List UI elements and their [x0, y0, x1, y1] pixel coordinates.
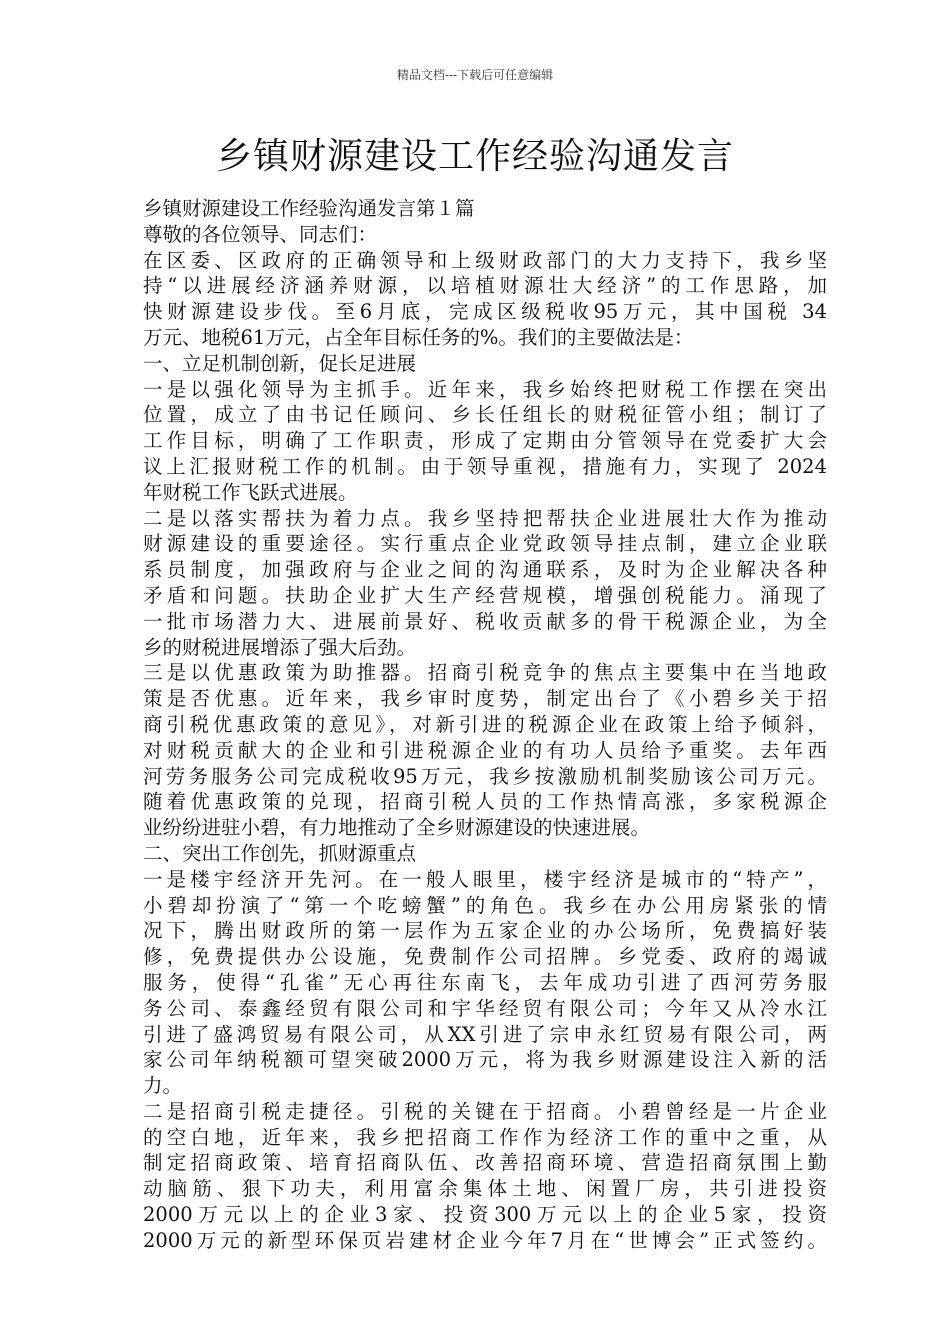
- text-line: 业纷纷进驻小碧，有力地推动了全乡财源建设的快速进展。: [143, 816, 651, 840]
- text-line: 三是以优惠政策为助推器。招商引税竞争的焦点主要集中在当地政: [143, 661, 827, 685]
- text-line: 一是以强化领导为主抓手。近年来，我乡始终把财税工作摆在突出: [143, 377, 827, 401]
- text-line: 商引税优惠政策的意见》，对新引进的税源企业在政策上给予倾斜，: [143, 712, 827, 736]
- text-line: 2000万元的新型环保页岩建材企业今年7月在“世博会”正式签约。: [143, 1228, 827, 1252]
- text-line: 一、立足机制创新，促长足进展: [143, 351, 417, 375]
- text-line: 家公司年纳税额可望突破2000万元，将为我乡财源建设注入新的活: [143, 1048, 827, 1072]
- document-body: [143, 196, 827, 1254]
- text-line: 况下，腾出财政所的第一层作为五家企业的办公场所，免费搞好装: [143, 919, 827, 943]
- text-line: 工作目标，明确了工作职责，形成了定期由分管领导在党委扩大会: [143, 429, 827, 453]
- text-line: 引进了盛鸿贸易有限公司，从XX引进了宗申永红贸易有限公司，两: [143, 1022, 827, 1046]
- text-line: 快财源建设步伐。至6月底，完成区级税收95万元，其中国税 34: [143, 300, 827, 324]
- text-line: 万元、地税61万元，占全年目标任务的%。我们的主要做法是：: [143, 325, 694, 349]
- text-line: 制定招商政策、培育招商队伍、改善招商环境、营造招商氛围上勤: [143, 1151, 827, 1175]
- text-line: 河劳务服务公司完成税收95万元，我乡按激励机制奖励该公司万元。: [143, 764, 827, 788]
- document-title: 乡镇财源建设工作经验沟通发言: [215, 136, 734, 177]
- text-line: 尊敬的各位领导、同志们：: [143, 222, 378, 246]
- text-line: 矛盾和问题。扶助企业扩大生产经营规模，增强创税能力。涌现了: [143, 583, 827, 607]
- text-line: 对财税贡献大的企业和引进税源企业的有功人员给予重奖。去年西: [143, 738, 827, 762]
- text-line: 的空白地，近年来，我乡把招商工作作为经济工作的重中之重，从: [143, 1125, 827, 1149]
- text-line: 一批市场潜力大、进展前景好、税收贡献多的骨干税源企业，为全: [143, 609, 827, 633]
- text-line: 年财税工作飞跃式进展。: [143, 480, 358, 504]
- text-line: 二是以落实帮扶为着力点。我乡坚持把帮扶企业进展壮大作为推动: [143, 506, 827, 530]
- text-line: 服务，使得“孔雀”无心再往东南飞，去年成功引进了西河劳务服: [143, 970, 827, 994]
- text-line: 在区委、区政府的正确领导和上级财政部门的大力支持下，我乡坚: [143, 248, 827, 272]
- header-note: 精品文档---下载后可任意编辑: [396, 68, 554, 82]
- text-line: 一是楼宇经济开先河。在一般人眼里，楼宇经济是城市的“特产”，: [143, 867, 827, 891]
- text-line: 修，免费提供办公设施，免费制作公司招牌。乡党委、政府的竭诚: [143, 945, 827, 969]
- text-line: 持“以进展经济涵养财源，以培植财源壮大经济”的工作思路，加: [143, 274, 827, 298]
- text-line: 系员制度，加强政府与企业之间的沟通联系，及时为企业解决各种: [143, 558, 827, 582]
- text-line: 二是招商引税走捷径。引税的关键在于招商。小碧曾经是一片企业: [143, 1099, 827, 1123]
- text-line: 力。: [143, 1074, 183, 1098]
- text-line: 财源建设的重要途径。实行重点企业党政领导挂点制，建立企业联: [143, 532, 827, 556]
- text-line: 小碧却扮演了“第一个吃螃蟹”的角色。我乡在办公用房紧张的情: [143, 893, 827, 917]
- text-line: 2000万元以上的企业3家、投资300万元以上的企业5家，投资: [143, 1203, 827, 1227]
- text-line: 随着优惠政策的兑现，招商引税人员的工作热情高涨，多家税源企: [143, 790, 827, 814]
- text-line: 二、突出工作创先，抓财源重点: [143, 841, 417, 865]
- text-line: 位置，成立了由书记任顾问、乡长任组长的财税征管小组；制订了: [143, 403, 827, 427]
- text-line: 策是否优惠。近年来，我乡审时度势，制定出台了《小碧乡关于招: [143, 687, 827, 711]
- text-line: 乡镇财源建设工作经验沟通发言第１篇: [143, 197, 475, 220]
- text-line: 乡的财税进展增添了强大后劲。: [143, 635, 417, 659]
- text-line: 务公司、泰鑫经贸有限公司和宇华经贸有限公司；今年又从冷水江: [143, 996, 827, 1020]
- text-line: 议上汇报财税工作的机制。由于领导重视，措施有力，实现了 2024: [143, 454, 827, 478]
- text-line: 动脑筋、狠下功夫，利用富余集体土地、闲置厂房，共引进投资: [143, 1177, 827, 1201]
